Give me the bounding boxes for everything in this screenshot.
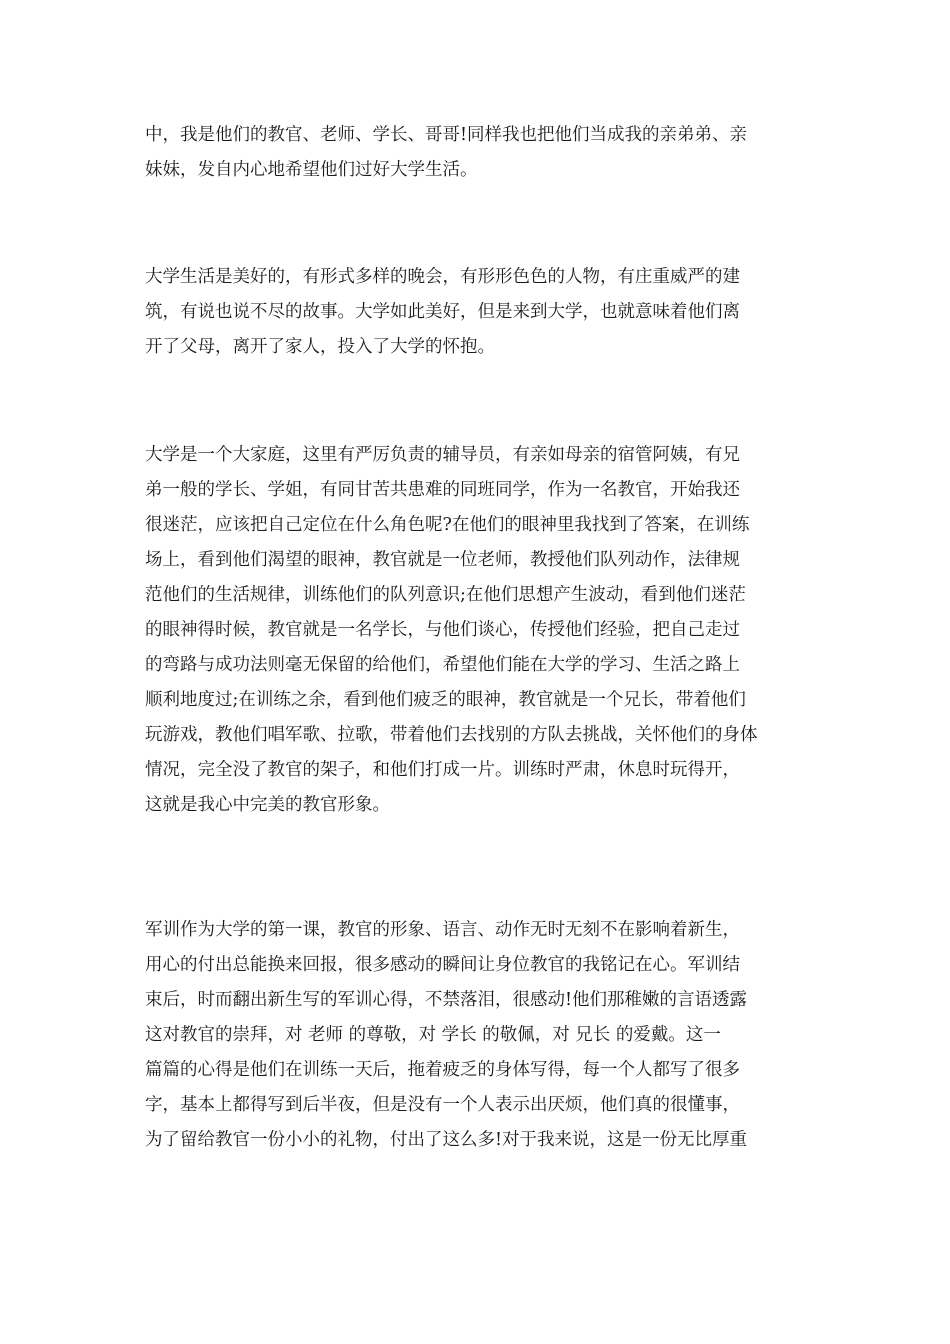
paragraph-line: 筑，有说也说不尽的故事。大学如此美好，但是来到大学，也就意味着他们离 xyxy=(145,302,740,322)
paragraph-line: 用心的付出总能换来回报，很多感动的瞬间让身位教官的我铭记在心。军训结 xyxy=(145,955,740,975)
paragraph-line: 妹妹，发自内心地希望他们过好大学生活。 xyxy=(145,160,478,180)
paragraph-line: 范他们的生活规律，训练他们的队列意识;在他们思想产生波动，看到他们迷茫 xyxy=(145,585,746,605)
paragraph-line: 军训作为大学的第一课，教官的形象、语言、动作无时无刻不在影响着新生， xyxy=(145,920,740,940)
paragraph-line: 为了留给教官一份小小的礼物，付出了这么多!对于我来说，这是一份无比厚重 xyxy=(145,1130,748,1150)
paragraph-line: 开了父母，离开了家人，投入了大学的怀抱。 xyxy=(145,337,495,357)
paragraph-3 xyxy=(145,438,805,823)
paragraph-line: 这对教官的崇拜，对 老师 的尊敬，对 学长 的敬佩，对 兄长 的爱戴。这一 xyxy=(145,1025,721,1045)
paragraph-line: 中，我是他们的教官、老师、学长、哥哥!同样我也把他们当成我的亲弟弟、亲 xyxy=(145,125,748,145)
paragraph-1 xyxy=(145,118,805,188)
paragraph-line: 大学生活是美好的，有形式多样的晚会，有形形色色的人物，有庄重威严的建 xyxy=(145,267,740,287)
paragraph-line: 顺利地度过;在训练之余，看到他们疲乏的眼神，教官就是一个兄长，带着他们 xyxy=(145,690,746,710)
paragraph-line: 很迷茫，应该把自己定位在什么角色呢?在他们的眼神里我找到了答案，在训练 xyxy=(145,515,750,535)
paragraph-line: 束后，时而翻出新生写的军训心得，不禁落泪，很感动!他们那稚嫩的言语透露 xyxy=(145,990,748,1010)
paragraph-4 xyxy=(145,913,805,1158)
paragraph-line: 篇篇的心得是他们在训练一天后，拖着疲乏的身体写得，每一个人都写了很多 xyxy=(145,1060,740,1080)
paragraph-line: 的眼神得时候，教官就是一名学长，与他们谈心，传授他们经验，把自己走过 xyxy=(145,620,740,640)
paragraph-line: 玩游戏，教他们唱军歌、拉歌，带着他们去找别的方队去挑战，关怀他们的身体 xyxy=(145,725,758,745)
paragraph-2 xyxy=(145,260,805,365)
paragraph-line: 情况，完全没了教官的架子，和他们打成一片。训练时严肃，休息时玩得开， xyxy=(145,760,740,780)
paragraph-line: 场上，看到他们渴望的眼神，教官就是一位老师，教授他们队列动作，法律规 xyxy=(145,550,740,570)
paragraph-line: 这就是我心中完美的教官形象。 xyxy=(145,795,390,815)
paragraph-line: 弟一般的学长、学姐，有同甘苦共患难的同班同学，作为一名教官，开始我还 xyxy=(145,480,740,500)
paragraph-line: 大学是一个大家庭，这里有严厉负责的辅导员，有亲如母亲的宿管阿姨，有兄 xyxy=(145,445,740,465)
paragraph-line: 字，基本上都得写到后半夜，但是没有一个人表示出厌烦，他们真的很懂事， xyxy=(145,1095,740,1115)
paragraph-line: 的弯路与成功法则毫无保留的给他们，希望他们能在大学的学习、生活之路上 xyxy=(145,655,740,675)
